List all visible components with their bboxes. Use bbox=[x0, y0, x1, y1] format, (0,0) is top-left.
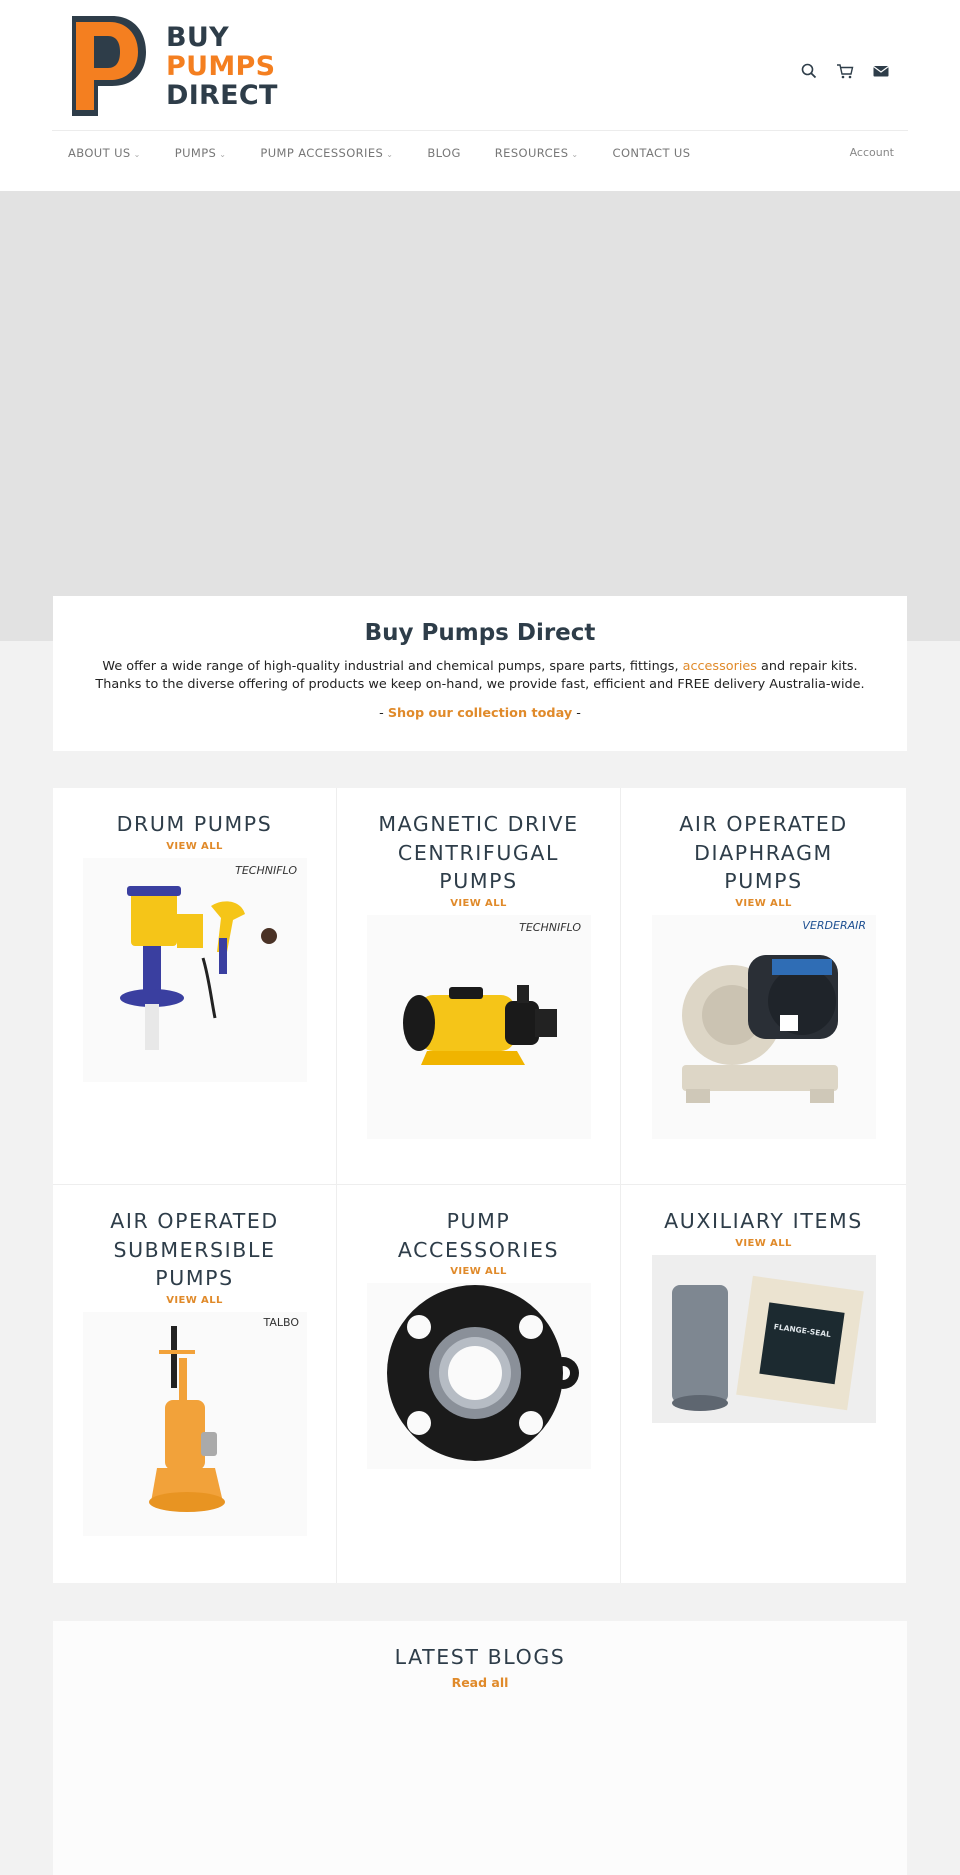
cart-icon[interactable] bbox=[836, 62, 854, 80]
nav-item-resources[interactable]: RESOURCES ⌄ bbox=[494, 146, 579, 160]
latest-blogs-section bbox=[53, 1621, 907, 1875]
brand-label: VERDERAIR bbox=[801, 918, 866, 932]
flange-seal-image[interactable] bbox=[652, 1255, 876, 1423]
shop-cta: - Shop our collection today - bbox=[379, 706, 581, 721]
page-title: Buy Pumps Direct bbox=[364, 620, 596, 646]
collection-title: PUMP ACCESSORIES bbox=[397, 1209, 560, 1262]
nav-item-pump-accessories[interactable]: PUMP ACCESSORIES ⌄ bbox=[260, 146, 394, 160]
collection-title: AIR OPERATED SUBMERSIBLE PUMPS bbox=[110, 1209, 279, 1290]
brand-label: TALBO bbox=[262, 1315, 299, 1329]
nav-item-pumps[interactable]: PUMPS ⌄ bbox=[174, 146, 227, 160]
logo-mark-icon bbox=[68, 14, 148, 118]
collection-title: AIR OPERATED DIAPHRAGM PUMPS bbox=[679, 812, 848, 893]
collection-title: AUXILIARY ITEMS bbox=[664, 1209, 863, 1233]
brand-label: TECHNIFLO bbox=[234, 863, 297, 877]
chevron-down-icon: ⌄ bbox=[219, 150, 227, 159]
collection-title: DRUM PUMPS bbox=[116, 812, 273, 836]
view-all-link[interactable]: VIEW ALL bbox=[166, 840, 223, 852]
shop-collection-link[interactable]: Shop our collection today bbox=[387, 706, 573, 721]
search-icon[interactable] bbox=[800, 62, 818, 80]
view-all-link[interactable]: VIEW ALL bbox=[450, 897, 507, 909]
mail-icon[interactable] bbox=[872, 62, 890, 80]
chevron-down-icon: ⌄ bbox=[386, 150, 394, 159]
view-all-link[interactable]: VIEW ALL bbox=[450, 1266, 507, 1277]
logo-line-3: DIRECT bbox=[166, 79, 278, 111]
flange-gasket-image[interactable] bbox=[367, 1283, 591, 1469]
blogs-title: LATEST BLOGS bbox=[394, 1645, 566, 1669]
intro-card bbox=[53, 596, 907, 751]
collections-grid bbox=[53, 788, 906, 1583]
collection-title: MAGNETIC DRIVE CENTRIFUGAL PUMPS bbox=[378, 812, 579, 893]
intro-description: We offer a wide range of high-quality industrial and chemical pumps, spare parts, fittings, accessories and repair kits. Thanks to the diverse offering of products we keep on-hand, we provide fast, efficient and FREE delivery Australia-wide. bbox=[95, 659, 865, 692]
site-header bbox=[0, 0, 960, 191]
collection-pump-accessories[interactable] bbox=[337, 1185, 621, 1583]
nav-item-about-us[interactable]: ABOUT US ⌄ bbox=[68, 146, 141, 160]
site-logo[interactable] bbox=[68, 14, 278, 118]
collection-magnetic-drive-centrifugal-pumps[interactable] bbox=[337, 788, 621, 1185]
collection-auxiliary-items[interactable] bbox=[621, 1185, 906, 1583]
hero-banner bbox=[0, 191, 960, 641]
chevron-down-icon: ⌄ bbox=[571, 150, 579, 159]
brand-label: FLANGE-SEAL bbox=[772, 1321, 831, 1339]
logo-line-2: PUMPS bbox=[166, 50, 276, 82]
view-all-link[interactable]: VIEW ALL bbox=[735, 1237, 792, 1249]
magnetic-pump-image[interactable] bbox=[367, 915, 591, 1139]
view-all-link[interactable]: VIEW ALL bbox=[735, 897, 792, 909]
accessories-link[interactable]: accessories bbox=[682, 659, 757, 674]
nav-item-blog[interactable]: BLOG bbox=[427, 146, 461, 160]
drum-pump-image[interactable] bbox=[83, 858, 307, 1082]
read-all-link[interactable]: Read all bbox=[451, 1675, 509, 1690]
brand-label: TECHNIFLO bbox=[518, 920, 581, 934]
logo-line-1: BUY bbox=[166, 21, 229, 53]
nav-item-contact-us[interactable]: CONTACT US bbox=[612, 146, 691, 160]
account-link[interactable]: Account bbox=[849, 146, 894, 159]
main-nav bbox=[52, 131, 908, 175]
header-icons bbox=[800, 62, 890, 80]
logo-wordmark bbox=[166, 23, 278, 110]
submersible-pump-image[interactable] bbox=[83, 1312, 307, 1536]
diaphragm-pump-image[interactable] bbox=[652, 915, 876, 1139]
view-all-link[interactable]: VIEW ALL bbox=[166, 1294, 223, 1306]
collection-drum-pumps[interactable] bbox=[53, 788, 337, 1185]
collection-air-operated-diaphragm-pumps[interactable] bbox=[621, 788, 906, 1185]
collection-air-operated-submersible-pumps[interactable] bbox=[53, 1185, 337, 1583]
chevron-down-icon: ⌄ bbox=[133, 150, 141, 159]
